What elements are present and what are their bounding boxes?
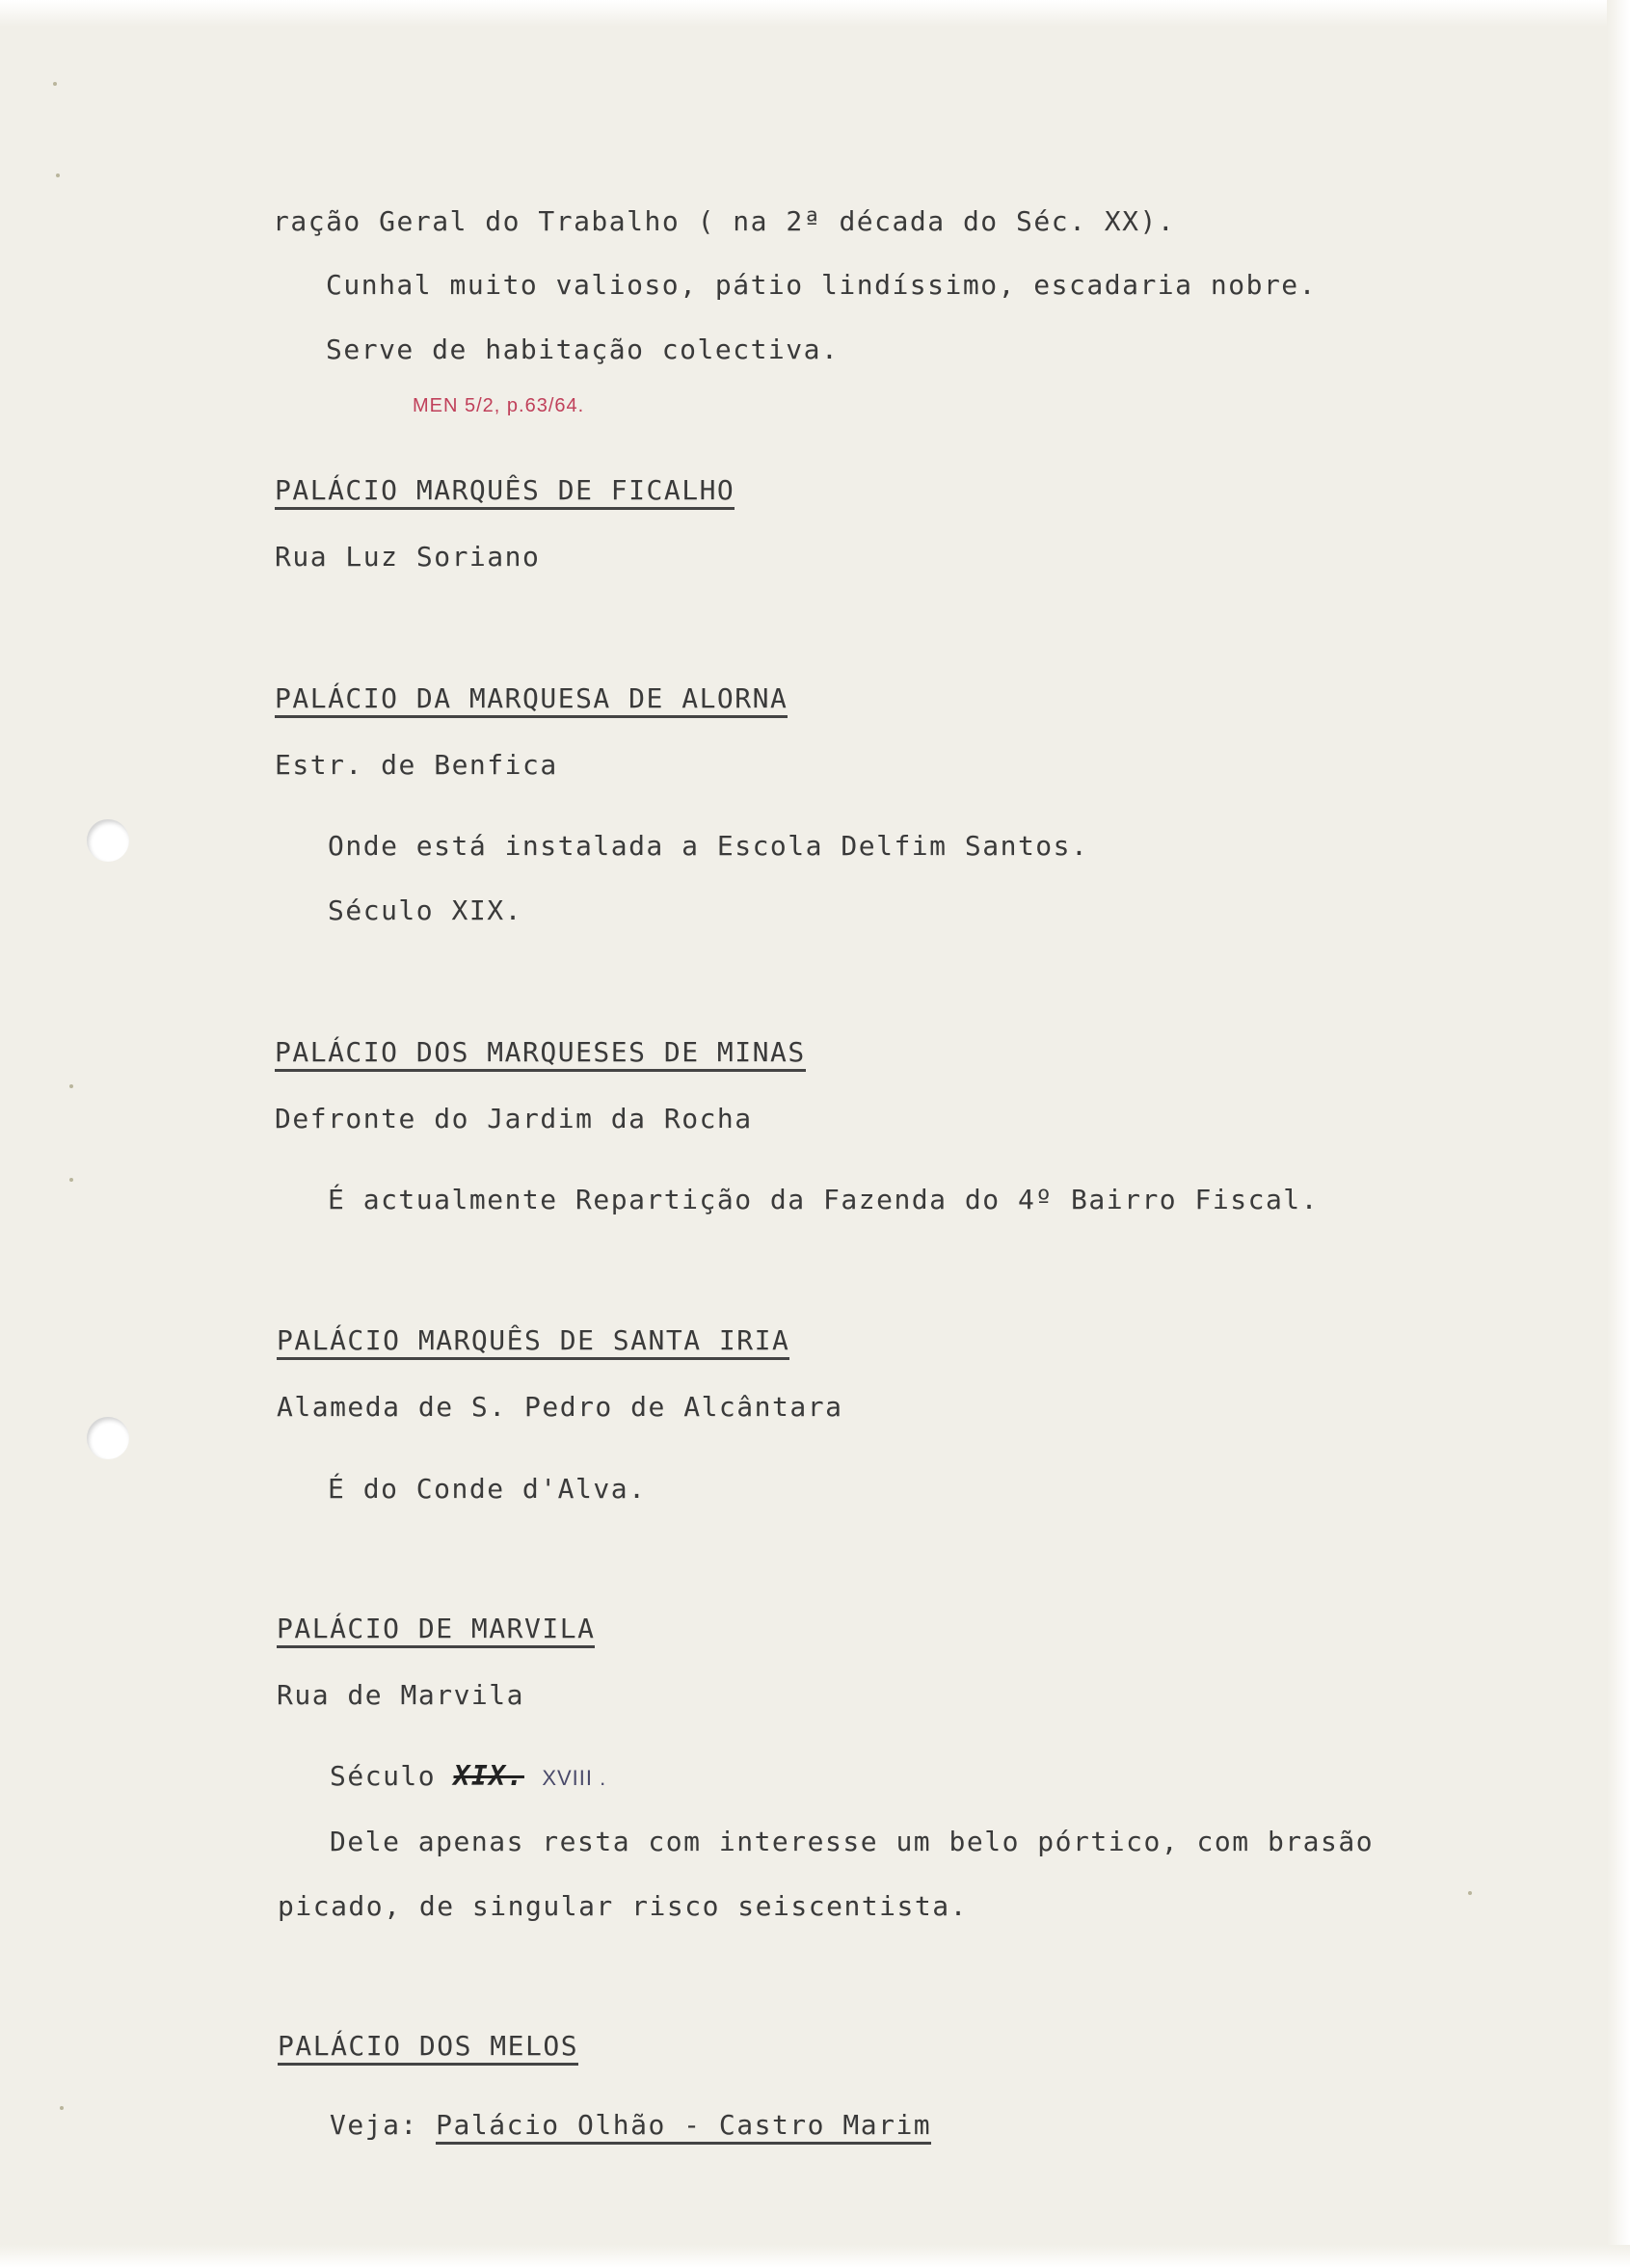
entry-note: É actualmente Repartição da Fazenda do 4º Bairro Fiscal. [328, 1184, 1320, 1215]
continued-text-line: ração Geral do Trabalho ( na 2ª década do Séc. XX). [273, 205, 1176, 237]
paper-speck [69, 1178, 73, 1182]
paper-speck [1468, 1891, 1472, 1895]
entry-address: Alameda de S. Pedro de Alcântara [277, 1391, 843, 1423]
entry-address: Estr. de Benfica [275, 749, 558, 781]
entry-address: Rua Luz Soriano [275, 541, 541, 573]
handwritten-reference-note: MEN 5/2, p.63/64. [413, 395, 585, 416]
punch-hole-top [87, 819, 129, 862]
paper-speck [53, 82, 57, 86]
paper-edge-right [1607, 0, 1630, 2268]
entry-note: picado, de singular risco seiscentista. [278, 1890, 968, 1922]
entry-century-line [330, 1759, 606, 1796]
paper-speck [56, 173, 60, 177]
cross-reference-line [330, 2108, 931, 2143]
entry-heading: PALÁCIO DE MARVILA [277, 1614, 595, 1648]
entry-heading: PALÁCIO MARQUÊS DE FICALHO [275, 476, 735, 510]
paper-edge-top [0, 0, 1630, 27]
entry-note: É do Conde d'Alva. [328, 1473, 647, 1505]
struck-out-century: XIX. [453, 1760, 524, 1792]
entry-address: Rua de Marvila [277, 1679, 525, 1711]
paper-speck [60, 2106, 64, 2110]
description-line: Serve de habitação colectiva. [326, 334, 840, 365]
entry-heading: PALÁCIO DOS MELOS [278, 2032, 578, 2066]
punch-hole-bottom [87, 1417, 129, 1459]
entry-heading: PALÁCIO MARQUÊS DE SANTA IRIA [277, 1326, 789, 1360]
entry-note: Onde está instalada a Escola Delfim Santos. [328, 830, 1089, 862]
entry-address: Defronte do Jardim da Rocha [275, 1103, 753, 1134]
entry-note: Século XIX. [328, 894, 522, 926]
see-label: Veja: [330, 2109, 418, 2141]
entry-note: Dele apenas resta com interesse um belo pórtico, com brasão [330, 1826, 1375, 1857]
description-line: Cunhal muito valioso, pátio lindíssimo, escadaria nobre. [326, 269, 1318, 301]
handwritten-century-correction: XVIII . [542, 1766, 607, 1790]
entry-heading: PALÁCIO DOS MARQUESES DE MINAS [275, 1038, 806, 1072]
entry-heading: PALÁCIO DA MARQUESA DE ALORNA [275, 684, 788, 718]
cross-reference-link: Palácio Olhão - Castro Marim [436, 2109, 931, 2145]
paper-speck [69, 1084, 73, 1088]
paper-edge-bottom [0, 2245, 1630, 2268]
century-label: Século [330, 1760, 437, 1792]
